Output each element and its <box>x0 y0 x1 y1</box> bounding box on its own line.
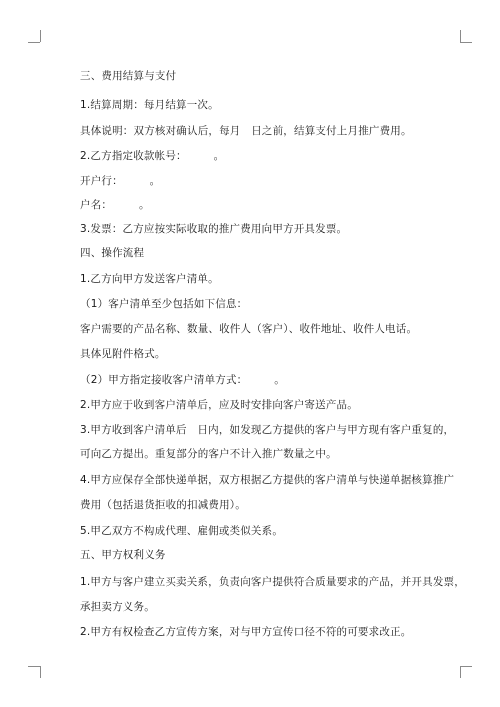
paragraph: 承担卖方义务。 <box>80 601 155 613</box>
paragraph: （2）甲方指定接收客户清单方式： 。 <box>80 374 285 386</box>
paragraph: 4.甲方应保存全部快递单据，双方根据乙方提供的客户清单与快递单据核算推广 <box>80 474 455 486</box>
paragraph: 2.乙方指定收款帐号： 。 <box>80 150 225 162</box>
section-heading-operation-process: 四、操作流程 <box>80 247 145 259</box>
paragraph: 具体说明：双方核对确认后，每月 日之前，结算支付上月推广费用。 <box>80 125 412 137</box>
paragraph: 户名： 。 <box>80 199 150 211</box>
paragraph: 3.甲方收到客户清单后 日内，如发现乙方提供的客户与甲方现有客户重复的， <box>80 424 455 436</box>
paragraph: 1.乙方向甲方发送客户清单。 <box>80 273 219 285</box>
paragraph: 2.甲方有权检查乙方宣传方案，对与甲方宣传口径不符的可要求改正。 <box>80 626 412 638</box>
paragraph: 客户需要的产品名称、数量、收件人（客户）、收件地址、收件人电话。 <box>80 323 418 335</box>
paragraph: 3.发票：乙方应按实际收取的推广费用向甲方开具发票。 <box>80 223 348 235</box>
paragraph: 可向乙方提出。重复部分的客户不计入推广数量之中。 <box>80 448 337 460</box>
paragraph: 1.结算周期：每月结算一次。 <box>80 99 219 111</box>
paragraph: 2.甲方应于收到客户清单后，应及时安排向客户寄送产品。 <box>80 399 358 411</box>
section-heading-fee-settlement: 三、费用结算与支付 <box>80 70 177 82</box>
paragraph: 1.甲方与客户建立买卖关系，负责向客户提供符合质量要求的产品，并开具发票， <box>80 576 465 588</box>
paragraph: 5.甲乙双方不构成代理、雇佣或类似关系。 <box>80 525 284 537</box>
paragraph: 费用（包括退货拒收的扣减费用）。 <box>80 499 246 511</box>
section-heading-party-a-rights: 五、甲方权利义务 <box>80 549 166 561</box>
paragraph: 开户行： 。 <box>80 175 161 187</box>
paragraph: （1）客户清单至少包括如下信息： <box>80 298 248 310</box>
paragraph: 具体见附件格式。 <box>80 348 166 360</box>
